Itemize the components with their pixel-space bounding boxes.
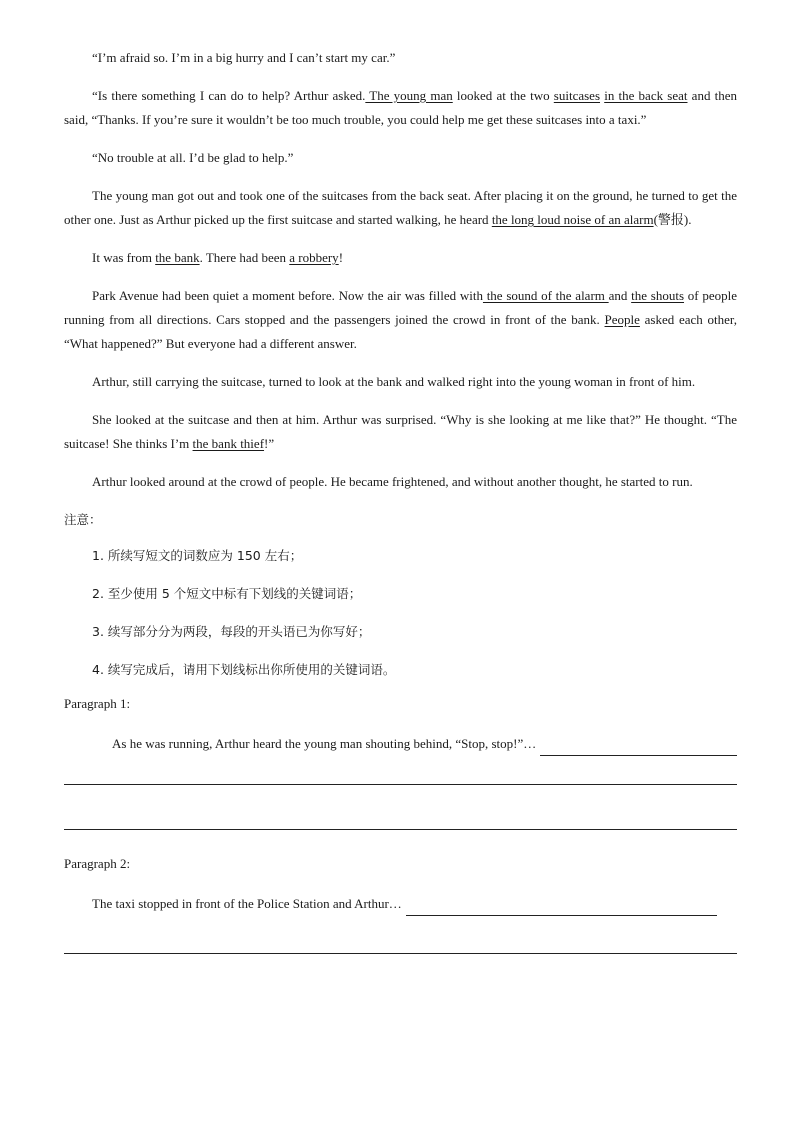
paragraph-text: Park Avenue had been quiet a moment before. Now the air was filled with xyxy=(92,288,483,303)
paragraph-1-starter-row xyxy=(64,732,737,756)
paragraph-2-starter: The taxi stopped in front of the Police Station and Arthur… xyxy=(92,896,402,911)
note-item: 1. 所续写短文的词数应为 150 左右； xyxy=(92,548,303,563)
paragraph-text: She looked at the suitcase and then at him. Arthur was surprised. “Why is she looking at me like that?” He thought. “The suitcase! She thinks I’m xyxy=(64,412,737,451)
keyword-the-bank: the bank xyxy=(155,250,200,265)
paragraph-text: looked at the two xyxy=(452,88,554,103)
passage-paragraph-1 xyxy=(64,46,737,70)
keyword-suitcases: suitcases xyxy=(553,88,601,103)
notes-title: 注意： xyxy=(64,512,102,527)
paragraph-2-label: Paragraph 2: xyxy=(64,856,131,871)
keyword-the-shouts: the shouts xyxy=(631,288,685,303)
paragraph-1-starter: As he was running, Arthur heard the young man shouting behind, “Stop, stop!”… xyxy=(112,736,537,751)
paragraph-text: of people running from all directions. Cars stopped and the passengers joined the crowd in front of the bank. xyxy=(64,288,737,327)
note-item: 2. 至少使用 5 个短文中标有下划线的关键词语； xyxy=(92,586,362,601)
paragraph-text: It was from xyxy=(92,250,156,265)
answer-line[interactable] xyxy=(64,756,737,785)
paragraph-text: . There had been xyxy=(199,250,290,265)
passage-paragraph-9 xyxy=(64,470,737,494)
keyword-a-robbery: a robbery xyxy=(289,250,339,265)
paragraph-1-label: Paragraph 1: xyxy=(64,696,131,711)
paragraph-text: !” xyxy=(264,436,275,451)
paragraph-text: The young man got out and took one of the suitcases from the back seat. After placing it on the ground, he turned to get the other one. Just as Arthur picked up the first suitcase and started walking, he heard xyxy=(64,188,737,227)
paragraph-text: Arthur, still carrying the suitcase, turned to look at the bank and walked right into the young woman in front of him. xyxy=(92,374,696,389)
paragraph-text: asked each other, “What happened?” But everyone had a different answer. xyxy=(64,312,737,351)
passage-paragraph-4 xyxy=(64,184,737,232)
passage-paragraph-5 xyxy=(64,246,737,270)
answer-line[interactable] xyxy=(64,785,737,830)
paragraph-text: and xyxy=(608,288,632,303)
notes-list xyxy=(64,544,737,682)
passage-paragraph-7 xyxy=(64,370,737,394)
paragraph-2-starter-row xyxy=(64,892,717,916)
paragraph-text: Arthur looked around at the crowd of people. He became frightened, and without another thought, he started to run. xyxy=(92,474,693,489)
keyword-the-young-man: The young man xyxy=(365,88,453,103)
document-page xyxy=(64,46,737,954)
passage-paragraph-3 xyxy=(64,146,737,170)
paragraph-text: “Is there something I can do to help? Arthur asked. xyxy=(92,88,366,103)
paragraph-text: (警报). xyxy=(653,212,692,227)
passage-paragraph-6 xyxy=(64,284,737,356)
note-item: 4. 续写完成后，请用下划线标出你所使用的关键词语。 xyxy=(92,662,396,677)
answer-blank[interactable] xyxy=(540,738,737,756)
note-item: 3. 续写部分分为两段，每段的开头语已为你写好； xyxy=(92,624,371,639)
keyword-alarm-noise: the long loud noise of an alarm xyxy=(491,212,654,227)
paragraph-text: “I’m afraid so. I’m in a big hurry and I can’t start my car.” xyxy=(92,50,396,65)
passage-paragraph-2 xyxy=(64,84,737,132)
paragraph-text: ! xyxy=(338,250,344,265)
keyword-people: People xyxy=(604,312,640,327)
keyword-in-the-back-seat: in the back seat xyxy=(604,88,688,103)
paragraph-text: and then said, “Thanks. If you’re sure it wouldn’t be too much trouble, you could help me get these suitcases into a taxi.” xyxy=(64,88,738,127)
keyword-the-bank-thief: the bank thief xyxy=(192,436,265,451)
paragraph-text: “No trouble at all. I’d be glad to help.” xyxy=(92,150,294,165)
keyword-sound-of-alarm: the sound of the alarm xyxy=(482,288,609,303)
passage-paragraph-8 xyxy=(64,408,737,456)
answer-line[interactable] xyxy=(64,916,737,954)
answer-blank[interactable] xyxy=(406,898,717,916)
